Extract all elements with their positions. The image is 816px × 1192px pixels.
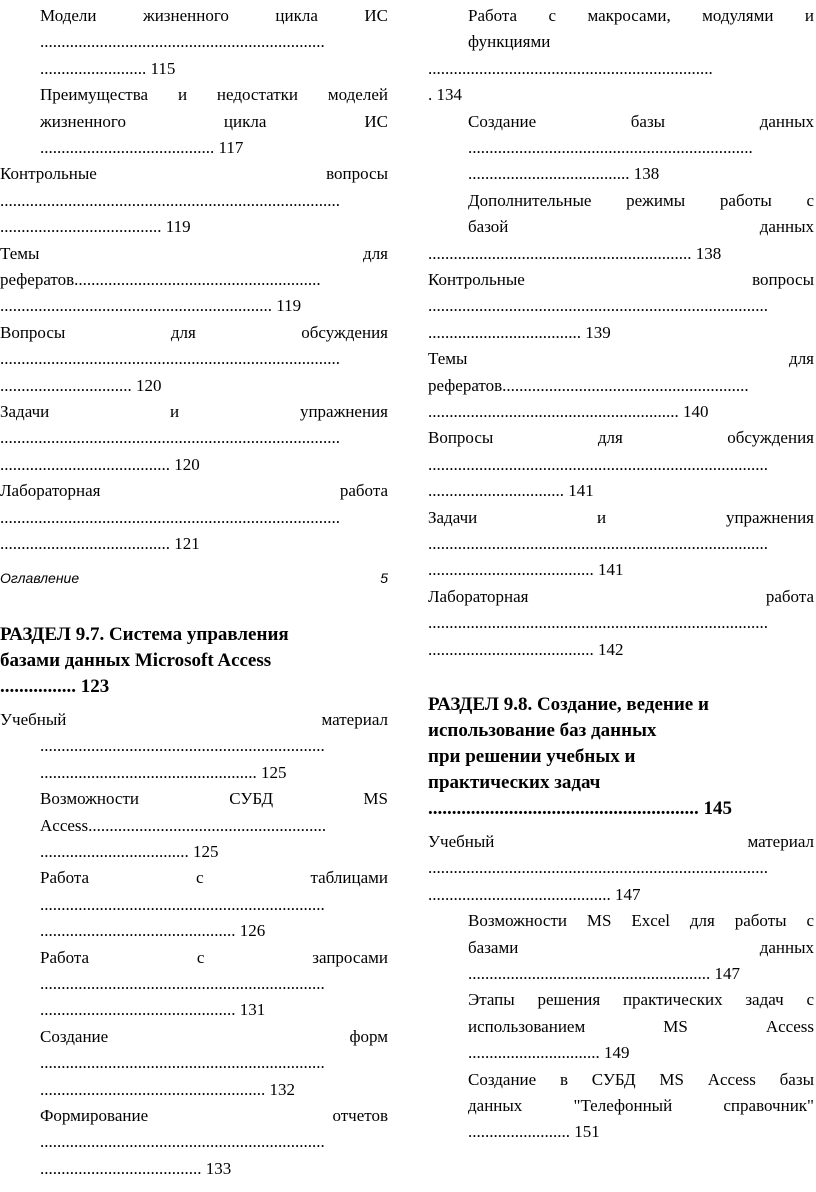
toc-leader-dots: ................................................................................ xyxy=(0,349,340,369)
toc-leader-dots: ................................... xyxy=(40,842,189,861)
toc-line xyxy=(428,453,814,477)
toc-word: MS xyxy=(659,1069,684,1089)
toc-leader-dots: ........................ xyxy=(468,1122,570,1142)
toc-word: цикла xyxy=(275,6,318,25)
toc-leader-dots: ......................... xyxy=(40,58,147,78)
toc-line xyxy=(40,30,388,54)
toc-word: отчетов xyxy=(332,1106,388,1125)
toc-page-number: 149 xyxy=(599,1043,630,1063)
toc-leader-dots: ........................................... xyxy=(428,884,611,904)
toc-line xyxy=(40,998,388,1022)
toc-page-number: 141 xyxy=(564,481,594,501)
toc-leader-dots: ............................... xyxy=(468,1043,600,1063)
toc-word: с xyxy=(806,911,814,931)
toc-word: базами xyxy=(468,937,519,957)
toc-leader-dots: ...................................... xyxy=(40,1158,202,1178)
toc-word: недостатки xyxy=(216,85,298,105)
toc-word: СУБД xyxy=(229,789,274,809)
toc-leader-dots: ...................................... xyxy=(0,217,162,237)
toc-leader-dots: ................................................................... xyxy=(40,1132,325,1152)
toc-leader-dots: ................................................... xyxy=(40,762,257,782)
section-heading-line: РАЗДЕЛ 9.7. Система управления xyxy=(0,624,289,645)
toc-word: Дополнительные xyxy=(468,190,592,210)
toc-line xyxy=(428,585,814,609)
toc-line xyxy=(0,242,388,266)
toc-line xyxy=(40,814,388,838)
toc-word: материал xyxy=(321,710,388,729)
toc-word: Преимущества xyxy=(40,85,149,105)
toc-word: для xyxy=(597,428,623,448)
toc-line xyxy=(40,57,388,81)
toc-page-number: 121 xyxy=(170,534,200,553)
toc-word: СУБД xyxy=(591,1069,636,1089)
toc-line xyxy=(0,479,388,503)
toc-line xyxy=(428,321,814,345)
toc-page-number: 120 xyxy=(170,454,200,474)
toc-page-number: 115 xyxy=(146,58,176,78)
toc-word: и xyxy=(597,507,607,527)
toc-line xyxy=(428,268,814,292)
toc-leader-dots: ................................................................................ xyxy=(428,534,768,553)
toc-page-number: 147 xyxy=(710,964,740,983)
toc-line xyxy=(40,136,388,160)
toc-leader-dots: ....................................... xyxy=(428,639,594,659)
toc-line xyxy=(428,611,814,635)
page-footer xyxy=(0,568,388,588)
toc-leader-dots: ................................................................... xyxy=(40,1053,325,1073)
toc-line xyxy=(428,57,814,81)
toc-word: режимы xyxy=(626,190,686,210)
toc-line xyxy=(40,919,388,943)
toc-word: Задачи xyxy=(428,507,478,527)
toc-line xyxy=(428,532,814,556)
toc-line xyxy=(428,506,814,530)
toc-line xyxy=(0,453,388,477)
toc-line xyxy=(40,893,388,917)
toc-line xyxy=(468,1120,814,1144)
toc-word: упражнения xyxy=(299,402,388,421)
toc-word: Лабораторная xyxy=(428,586,529,606)
toc-line xyxy=(0,708,388,732)
toc-line xyxy=(428,242,814,266)
toc-line xyxy=(428,347,814,371)
footer-page-number: 5 xyxy=(380,570,388,586)
toc-word: Работа xyxy=(40,868,90,888)
toc-word: Access xyxy=(765,1016,814,1036)
toc-leader-dots: ........................................ xyxy=(0,534,170,553)
toc-leader-dots: ................................................................... xyxy=(468,138,753,157)
toc-line xyxy=(0,400,388,424)
toc-line xyxy=(0,268,388,292)
toc-word: моделей xyxy=(327,85,388,105)
toc-line xyxy=(468,4,814,28)
toc-leader-dots: ................................ xyxy=(428,481,564,501)
section-heading-line: базами данных Microsoft Access xyxy=(0,650,272,671)
toc-line xyxy=(40,4,388,28)
toc-word: для xyxy=(789,349,814,369)
toc-line xyxy=(0,426,388,450)
toc-line xyxy=(468,909,814,933)
toc-word: макросами, xyxy=(587,6,671,25)
toc-leader-dots: ................................................................... xyxy=(40,974,325,993)
toc-word: и xyxy=(170,402,180,421)
toc-text: Access........................................................ xyxy=(40,815,327,835)
toc-word: Excel xyxy=(631,911,671,931)
section-heading-line: ................ 123 xyxy=(0,676,110,697)
toc-line xyxy=(40,761,388,785)
toc-line xyxy=(428,374,814,398)
toc-word: с xyxy=(548,6,557,25)
toc-word: базы xyxy=(779,1069,814,1089)
toc-page-number: 147 xyxy=(610,884,641,904)
toc-word: использованием xyxy=(468,1016,586,1036)
toc-leader-dots: ........................................................... xyxy=(428,402,679,421)
toc-word: базой xyxy=(468,217,509,237)
toc-word: "Телефонный xyxy=(573,1096,673,1115)
toc-line xyxy=(40,1130,388,1154)
toc-word: Контрольные xyxy=(0,164,97,184)
toc-line xyxy=(468,162,814,186)
toc-line xyxy=(0,321,388,345)
toc-line xyxy=(0,294,388,318)
toc-leader-dots: ........................................ xyxy=(0,454,170,474)
toc-line xyxy=(0,162,388,186)
toc-line xyxy=(468,1041,814,1065)
toc-word: Создание xyxy=(468,111,537,131)
toc-text: рефератов.......................................................... xyxy=(0,270,321,289)
toc-leader-dots: ............................... xyxy=(0,375,132,395)
toc-line xyxy=(40,866,388,890)
toc-word: Темы xyxy=(428,349,468,369)
toc-word: Контрольные xyxy=(428,270,525,289)
toc-leader-dots: ................................................................................ xyxy=(0,507,340,527)
toc-line xyxy=(0,506,388,530)
toc-leader-dots: .............................................. xyxy=(40,921,236,941)
toc-page-number: 142 xyxy=(593,639,624,659)
toc-word: в xyxy=(559,1069,568,1089)
toc-page-number: 141 xyxy=(593,560,624,580)
toc-line xyxy=(0,189,388,213)
toc-word: данных xyxy=(759,937,814,957)
toc-word: жизненного xyxy=(40,111,126,131)
toc-leader-dots: ................................................................................ xyxy=(428,613,768,633)
toc-line xyxy=(40,83,388,107)
toc-leader-dots: ................................................................... xyxy=(40,736,325,756)
toc-word: работы xyxy=(719,190,772,210)
toc-word: ИС xyxy=(364,111,388,131)
toc-line xyxy=(40,840,388,864)
toc-word: и xyxy=(177,85,188,105)
toc-line xyxy=(40,734,388,758)
toc-line xyxy=(468,936,814,960)
toc-word: и xyxy=(804,6,814,25)
toc-word: MS xyxy=(586,911,612,931)
toc-word: решения xyxy=(537,990,601,1010)
toc-line xyxy=(428,83,814,107)
toc-word: работа xyxy=(765,586,814,606)
toc-page-number: 125 xyxy=(188,842,219,861)
toc-leader-dots: ................................................................................ xyxy=(428,858,768,878)
toc-word: Модели xyxy=(40,6,97,25)
toc-leader-dots: .................................... xyxy=(428,322,581,342)
toc-line xyxy=(428,294,814,318)
toc-word: Access xyxy=(707,1069,756,1089)
toc-leader-dots: ......................................................... xyxy=(468,964,711,983)
toc-line xyxy=(40,1157,388,1181)
toc-word: Работа xyxy=(468,6,518,25)
toc-line xyxy=(468,1094,814,1118)
toc-word: Учебный xyxy=(0,710,67,729)
toc-leader-dots: ......................................... xyxy=(40,138,215,157)
toc-leader-dots: ................................................................... xyxy=(40,32,325,52)
toc-line xyxy=(468,1068,814,1092)
toc-leader-dots: .............................................................. xyxy=(428,243,692,263)
section-heading-line: ......................................................... 145 xyxy=(428,798,732,819)
toc-page-number: 134 xyxy=(432,85,462,105)
toc-line xyxy=(40,1104,388,1128)
toc-word: Создание xyxy=(40,1026,109,1046)
toc-line xyxy=(40,787,388,811)
toc-word: с xyxy=(806,190,814,210)
toc-line xyxy=(468,30,814,54)
toc-word: Этапы xyxy=(468,990,515,1010)
toc-line xyxy=(0,215,388,239)
section-heading-line: РАЗДЕЛ 9.8. Создание, ведение и xyxy=(428,694,709,715)
toc-word: Формирование xyxy=(40,1106,149,1125)
toc-leader-dots: ................................................................................ xyxy=(428,296,768,316)
toc-line xyxy=(428,558,814,582)
toc-text: рефератов.......................................................... xyxy=(428,375,749,395)
toc-leader-dots: ................................................................... xyxy=(428,58,713,78)
toc-word: практических xyxy=(622,990,723,1010)
toc-word: вопросы xyxy=(326,164,388,184)
toc-word: с xyxy=(806,990,814,1010)
section-heading-line: использование баз данных xyxy=(428,720,657,741)
toc-word: обсуждения xyxy=(727,428,814,448)
toc-page-number: 140 xyxy=(678,402,709,421)
toc-line xyxy=(468,215,814,239)
toc-line xyxy=(468,189,814,213)
toc-leader-dots: ................................................................................ xyxy=(0,428,340,448)
toc-page-number: 138 xyxy=(691,243,722,263)
toc-leader-dots: .............................................. xyxy=(40,1000,236,1020)
toc-word: ИС xyxy=(364,6,388,25)
toc-line xyxy=(468,988,814,1012)
toc-page-number: 125 xyxy=(256,762,287,782)
toc-page-number: 126 xyxy=(235,921,266,941)
toc-line xyxy=(428,400,814,424)
toc-page-number: 119 xyxy=(272,296,302,316)
toc-page-number: 117 xyxy=(214,138,244,157)
toc-word: запросами xyxy=(312,947,388,967)
toc-word: Лабораторная xyxy=(0,481,101,501)
toc-word: работа xyxy=(339,481,388,501)
toc-page-number: 132 xyxy=(265,1079,295,1099)
toc-word: Вопросы xyxy=(428,428,494,448)
toc-line xyxy=(468,962,814,986)
toc-line xyxy=(0,532,388,556)
toc-line xyxy=(468,110,814,134)
toc-leader-dots: ...................................... xyxy=(468,164,630,184)
toc-word: для xyxy=(170,322,196,342)
toc-word: задач xyxy=(745,990,784,1010)
toc-line xyxy=(0,374,388,398)
toc-line xyxy=(40,972,388,996)
toc-word: работы xyxy=(734,911,787,931)
toc-leader-dots: ..................................................... xyxy=(40,1079,266,1099)
toc-page-number: 133 xyxy=(201,1158,232,1178)
toc-line xyxy=(0,347,388,371)
toc-leader-dots: ................................................................................ xyxy=(428,454,768,474)
toc-word: базы xyxy=(630,111,666,131)
toc-line xyxy=(40,110,388,134)
toc-leader-dots: . xyxy=(428,85,433,105)
toc-page-number: 151 xyxy=(570,1122,600,1142)
toc-page-number: 131 xyxy=(235,1000,266,1020)
toc-word: данных xyxy=(759,111,814,131)
toc-word: материал xyxy=(747,832,814,851)
toc-line xyxy=(40,1025,388,1049)
toc-word: таблицами xyxy=(310,868,388,888)
toc-page-number: 120 xyxy=(131,375,162,395)
toc-line xyxy=(40,1078,388,1102)
toc-word: с xyxy=(196,947,205,967)
toc-leader-dots: ................................................................................ xyxy=(0,190,340,210)
toc-line xyxy=(428,638,814,662)
toc-line xyxy=(428,883,814,907)
toc-word: модулями xyxy=(702,6,774,25)
section-heading-line: при решении учебных и xyxy=(428,746,636,767)
footer-title: Оглавление xyxy=(0,570,80,586)
toc-word: жизненного xyxy=(142,6,229,25)
toc-word: Темы xyxy=(0,243,40,263)
toc-word: MS xyxy=(363,789,388,809)
toc-line xyxy=(428,830,814,854)
toc-leader-dots: ................................................................... xyxy=(40,894,325,914)
toc-leader-dots: ................................................................ xyxy=(0,296,272,316)
toc-word: обсуждения xyxy=(301,322,388,342)
toc-word: MS xyxy=(663,1016,688,1036)
toc-leader-dots: ....................................... xyxy=(428,560,594,580)
toc-word: с xyxy=(196,868,204,888)
toc-line xyxy=(428,426,814,450)
toc-word: Учебный xyxy=(428,832,495,851)
toc-page-number: 138 xyxy=(629,164,660,184)
toc-word: Возможности xyxy=(468,911,567,931)
toc-line xyxy=(428,856,814,880)
toc-word: для xyxy=(363,243,388,263)
toc-word: Вопросы xyxy=(0,322,66,342)
toc-word: Создание xyxy=(468,1069,537,1089)
toc-word: справочник" xyxy=(723,1096,814,1115)
toc-line xyxy=(40,946,388,970)
toc-word: цикла xyxy=(223,111,267,131)
toc-word: Работа xyxy=(40,947,90,967)
toc-page-number: 139 xyxy=(581,322,611,342)
toc-word: Возможности xyxy=(40,789,139,809)
toc-word: данных xyxy=(468,1096,523,1115)
toc-word: Задачи xyxy=(0,402,50,421)
toc-line xyxy=(468,136,814,160)
toc-page-number: 119 xyxy=(161,217,191,237)
toc-line xyxy=(40,1051,388,1075)
toc-line xyxy=(428,479,814,503)
toc-word: упражнения xyxy=(725,507,814,527)
section-heading-line: практических задач xyxy=(428,772,601,793)
toc-word: для xyxy=(689,911,715,931)
toc-word: данных xyxy=(759,217,814,237)
toc-word: форм xyxy=(349,1026,388,1046)
toc-word: вопросы xyxy=(752,270,814,289)
toc-text: функциями xyxy=(468,32,551,52)
toc-line xyxy=(468,1015,814,1039)
